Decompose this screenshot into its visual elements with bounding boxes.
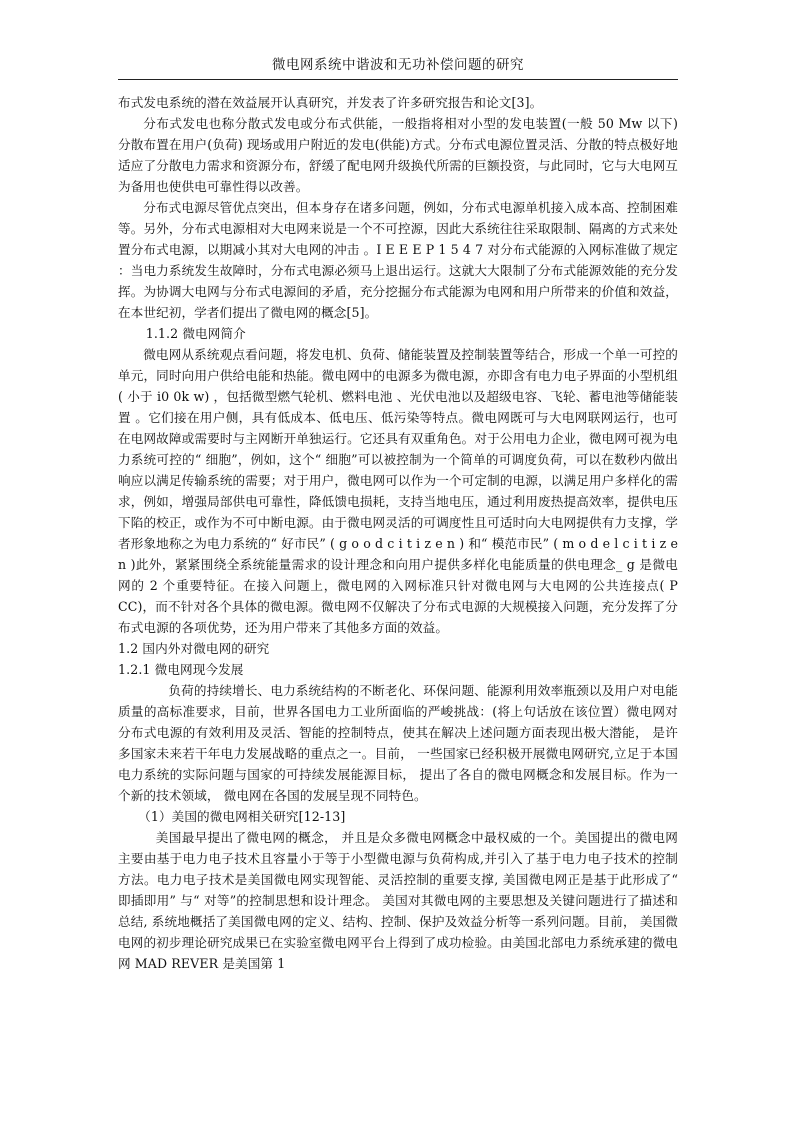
section-heading-1-2-1: 1.2.1 微电网现今发展	[118, 662, 244, 677]
paragraph-us-microgrid: 美国最早提出了微电网的概念， 并且是众多微电网概念中最权威的一个。美国提出的微电网主要由基于电力电子技术且容量小于等于小型微电源与负荷构成,并引入了基于电力电子技术的控制方法。电力电子技术是美国微电网实现智能、灵活控制的重要支撑, 美国微电网正是基于此形成了“ 即插即用” 与“ 对等”的控制思想和设计理念。 美国对其微电网的主要思想及关键问题进行了描述和总结, 系统地概括了美国微电网的定义、结构、控制、保护及效益分析等一系列问题。目前， 美国微电网的初步理论研究成果已在实验室微电网平台上得到了成功检验。由美国北部电力系统承建的微电网 MAD REVER 是美国第 1	[118, 830, 678, 971]
paragraph-microgrid-intro: 微电网从系统观点看问题，将发电机、负荷、储能装置及控制装置等结合，形成一个单一可控的单元，同时向用户供给电能和热能。微电网中的电源多为微电源，亦即含有电力电子界面的小型机组( 小于 i0 0k w) ，包括微型燃气轮机、燃料电池 、光伏电池以及超级电容、飞轮、蓄电池等储能装置 。它们接在用户侧，具有低成本、低电压、低污染等特点。微电网既可与大电网联网运行，也可在电网故障或需要时与主网断开单独运行。它还具有双重角色。对于公用电力企业，微电网可视为电力系统可控的“ 细胞”，例如，这个“ 细胞”可以被控制为一个简单的可调度负荷，可以在数秒内做出响应以满足传输系统的需要；对于用户，微电网可以作为一个可定制的电源，以满足用户多样化的需求，例如，增强局部供电可靠性，降低馈电损耗，支持当地电压，通过利用废热提高效率，提供电压下陷的校正，或作为不可中断电源。由于微电网灵活的可调度性且可适时向大电网提供有力支撑，学者形象地称之为电力系统的“ 好市民” ( g o o d c i t i z e n ) 和“ 模范市民” ( m o d e l c i t i z e n )此外，紧紧围绕全系统能量需求的设计理念和向用户提供多样化电能质量的供电理念_ g 是微电网的 2 个重要特征。在接入问题上，微电网的入网标准只针对微电网与大电网的公共连接点( P CC)，而不针对各个具体的微电源。微电网不仅解决了分布式电源的大规模接入问题，充分发挥了分布式电源的各项优势，还为用户带来了其他多方面的效益。	[118, 347, 678, 635]
section-heading-1-1-2: 1.1.2 微电网简介	[145, 326, 246, 341]
paragraph-distributed-generation: 分布式发电也称分散式发电或分布式供能，一般指将相对小型的发电装置(一般 50 Mw 以下) 分散布置在用户(负荷) 现场或用户附近的发电(供能)方式。分布式电源位置灵活、分散的特点极好地适应了分散电力需求和资源分布，舒缓了配电网升级换代所需的巨额投资，与此同时，它与大电网互为备用也使供电可靠性得以改善。	[118, 116, 678, 194]
subheading-us-research: （1）美国的微电网相关研究[12-13]	[138, 809, 346, 824]
paragraph-distributed-source-issues: 分布式电源尽管优点突出，但本身存在诸多问题，例如，分布式电源单机接入成本高、控制困难等。另外，分布式电源相对大电网来说是一个不可控源，因此大系统往往采取限制、隔离的方式来处置分布式电源，以期减小其对大电网的冲击 。I E E E P 1 5 4 7 对分布式能源的入网标准做了规定 ：当电力系统发生故障时，分布式电源必须马上退出运行。这就大大限制了分布式能源效能的充分发挥。为协调大电网与分布式电源间的矛盾，充分挖掘分布式能源为电网和用户所带来的价值和效益，在本世纪初，学者们提出了微电网的概念[5]。	[118, 200, 678, 320]
section-heading-1-2: 1.2 国内外对微电网的研究	[118, 641, 270, 656]
page-header-title: 微电网系统中谐波和无功补偿问题的研究	[272, 57, 524, 73]
paragraph-microgrid-development: 负荷的持续增长、电力系统结构的不断老化、环保问题、能源利用效率瓶颈以及用户对电能质量的高标准要求，目前，世界各国电力工业所面临的严峻挑战：(将上句话放在该位置）微电网对分布式电源的有效利用及灵活、智能的控制特点，使其在解决上述问题方面表现出极大潜能， 是许多国家未来若干年电力发展战略的重点之一。目前， 一些国家已经积极开展微电网研究,立足于本国电力系统的实际问题与国家的可持续发展能源目标， 提出了各自的微电网概念和发展目标。作为一个新的技术领域， 微电网在各国的发展呈现不同特色。	[118, 683, 678, 803]
header-divider	[118, 79, 678, 80]
paragraph-continuation: 布式发电系统的潜在效益展开认真研究，并发表了许多研究报告和论文[3]。	[118, 95, 543, 110]
document-body	[118, 92, 678, 974]
